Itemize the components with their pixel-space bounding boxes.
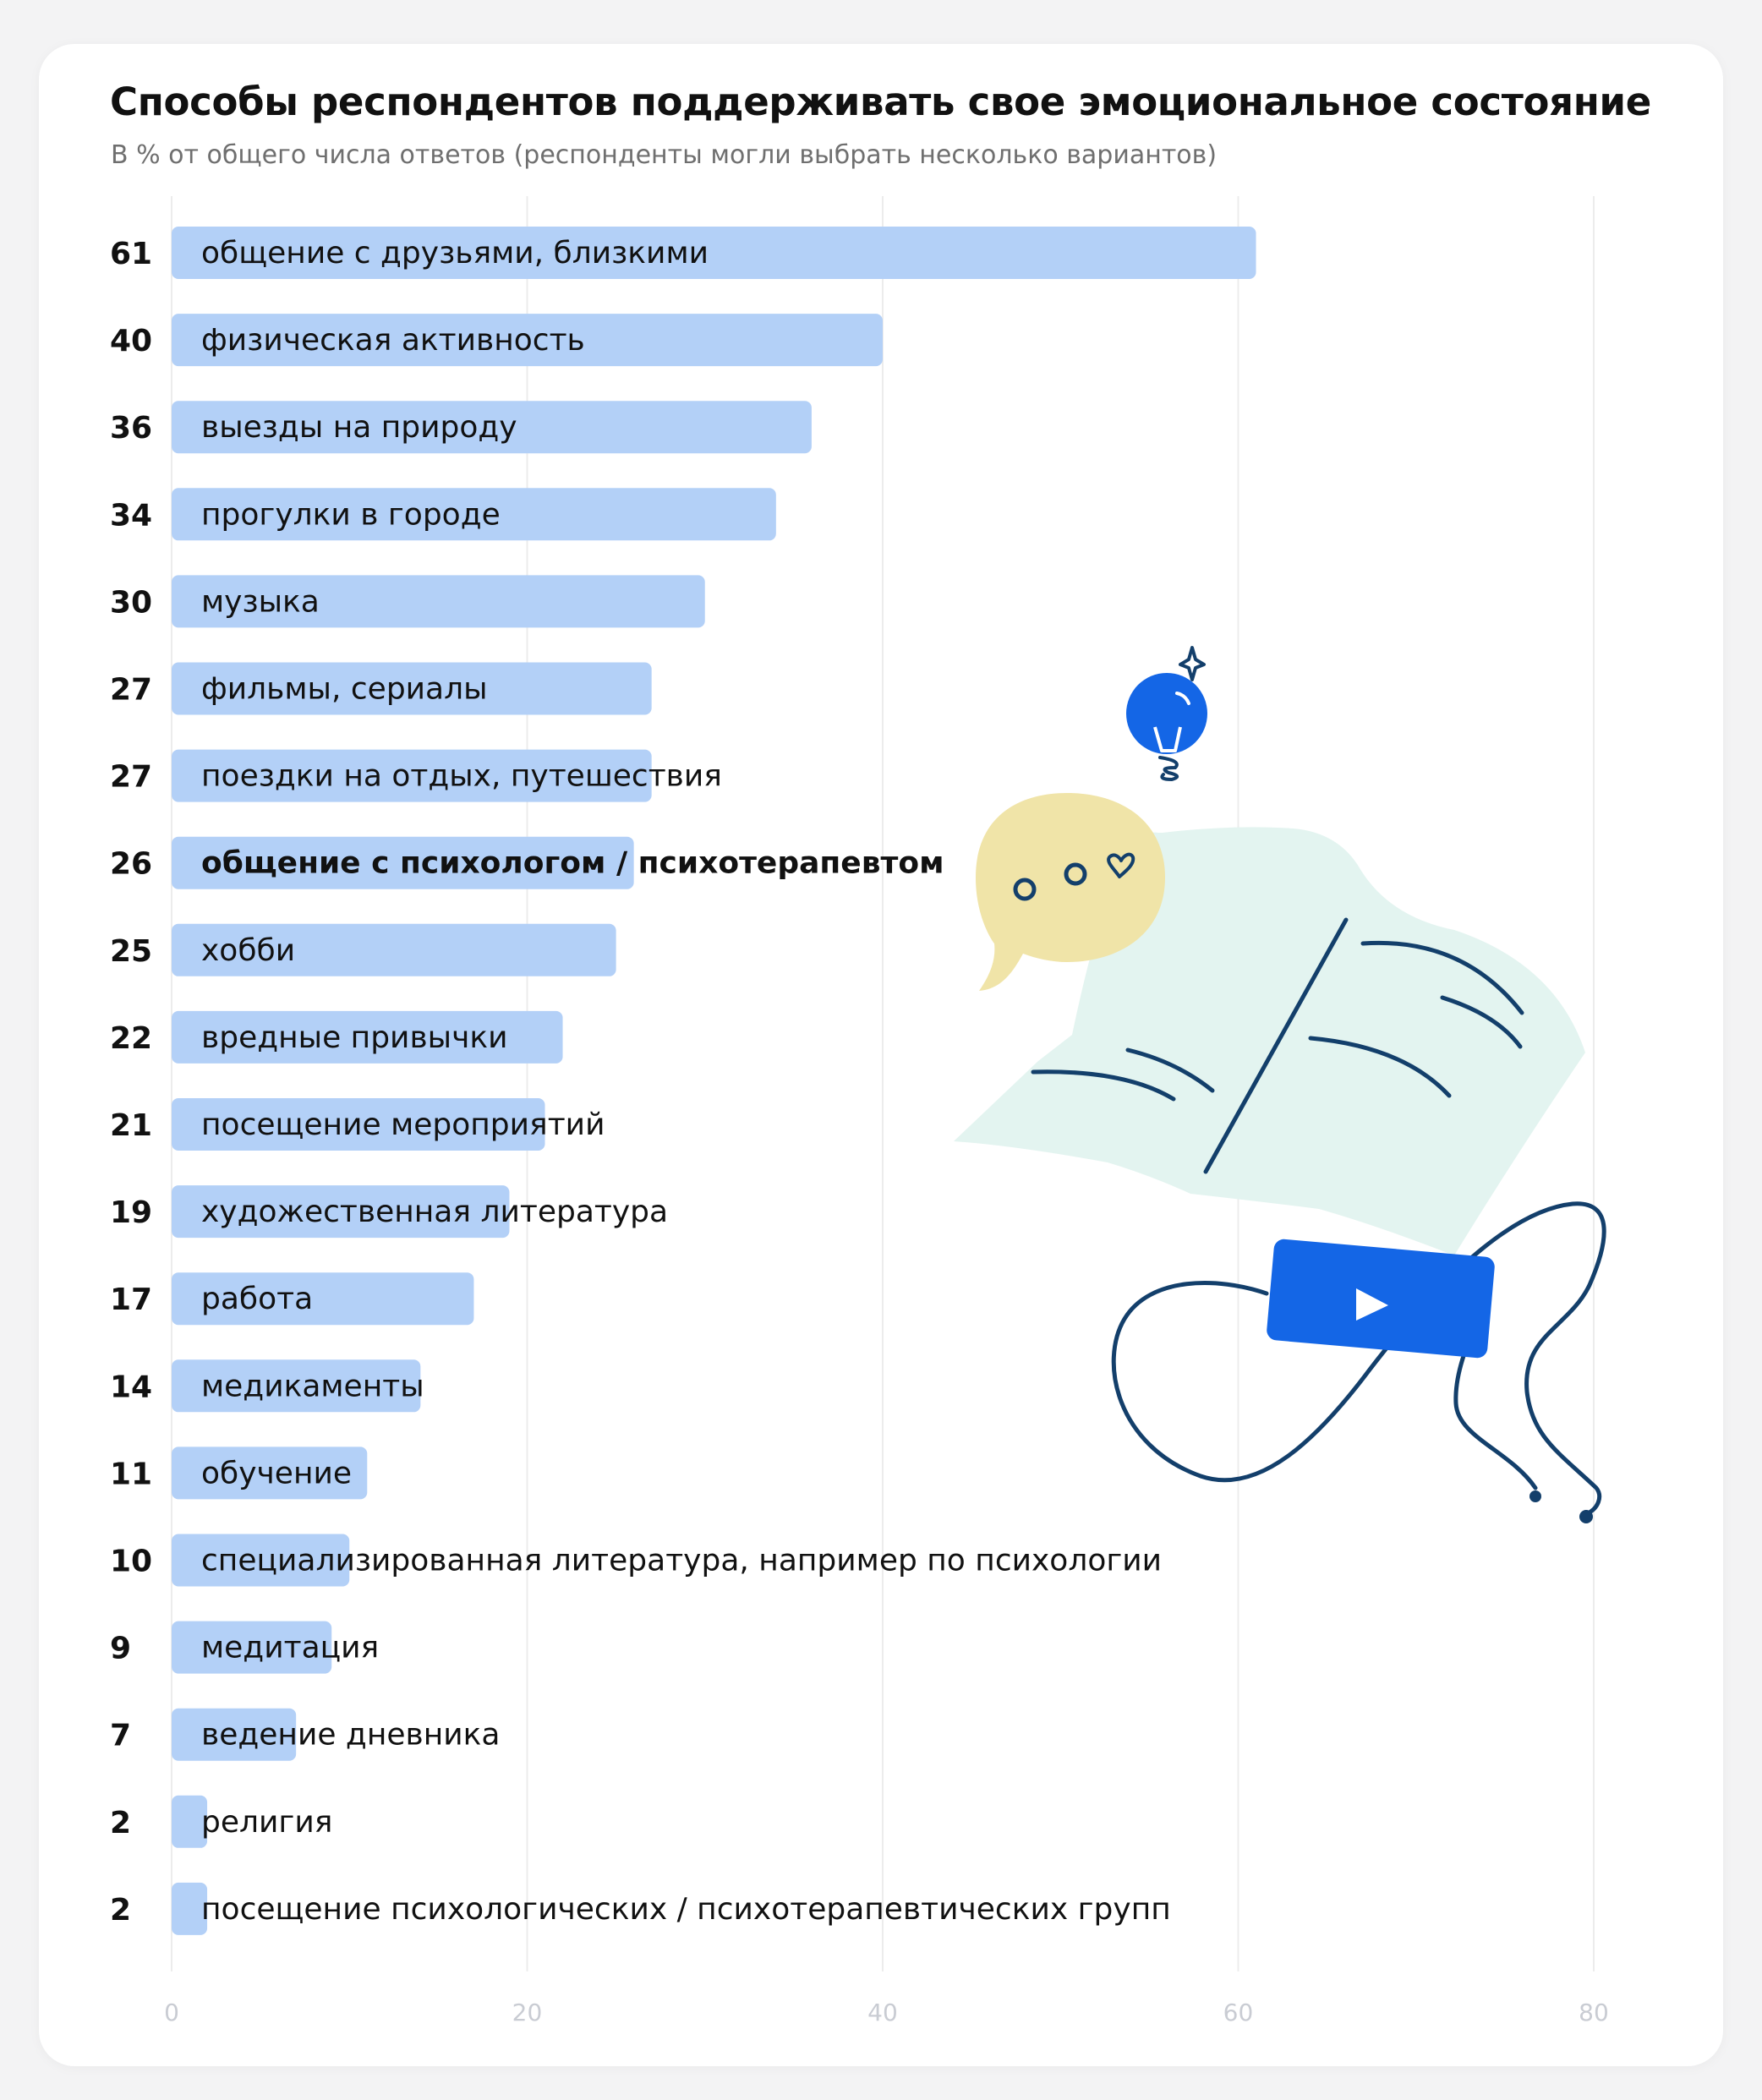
lightbulb-icon bbox=[1126, 648, 1207, 779]
bar-value-label: 17 bbox=[110, 1282, 153, 1318]
bar-value-label: 10 bbox=[110, 1544, 153, 1579]
bar-category-label: религия bbox=[201, 1804, 333, 1840]
x-tick-label: 0 bbox=[164, 1999, 179, 2026]
bar-value-label: 27 bbox=[110, 672, 153, 708]
bar-category-label: прогулки в городе bbox=[201, 497, 501, 533]
bar-category-label: медитация bbox=[201, 1630, 380, 1665]
bar-row bbox=[110, 1272, 473, 1325]
bar-row bbox=[110, 1185, 668, 1238]
bar-category-label: поездки на отдых, путешествия bbox=[201, 758, 722, 794]
bar-row bbox=[110, 1796, 332, 1848]
bar-row bbox=[110, 1011, 563, 1064]
bar-value-label: 61 bbox=[110, 237, 153, 271]
bar-row bbox=[110, 401, 812, 453]
bar-row bbox=[110, 1359, 424, 1412]
bar-category-label: посещение мероприятий bbox=[201, 1107, 605, 1142]
bar-category-label: работа bbox=[201, 1282, 314, 1317]
bar-category-label: хобби bbox=[201, 932, 296, 968]
bar-row bbox=[110, 314, 883, 366]
bar-value-label: 9 bbox=[110, 1631, 132, 1666]
bar-value-label: 11 bbox=[110, 1457, 153, 1492]
bar-category-label: ведение дневника bbox=[201, 1717, 501, 1753]
bar-value-label: 7 bbox=[110, 1718, 132, 1753]
chart-subtitle: В % от общего числа ответов (респонденты могли выбрать несколько вариантов) bbox=[111, 140, 1218, 170]
bar-row bbox=[110, 488, 776, 540]
bar-value-label: 34 bbox=[110, 498, 153, 533]
bar-category-label: фильмы, сериалы bbox=[201, 671, 488, 707]
bar-value-label: 14 bbox=[110, 1370, 153, 1405]
bar-value-label: 21 bbox=[110, 1108, 153, 1143]
bar-value-label: 25 bbox=[110, 933, 153, 969]
bar-value-label: 2 bbox=[110, 1805, 132, 1840]
bar-category-label: общение с друзьями, близкими bbox=[201, 236, 709, 271]
bar-value-label: 26 bbox=[110, 846, 153, 882]
chart-title: Способы респондентов поддерживать свое эмоциональное состояние bbox=[110, 79, 1651, 124]
bar-value-label: 2 bbox=[110, 1892, 132, 1928]
bar-category-label: выезды на природу bbox=[201, 410, 517, 446]
video-player-icon bbox=[1266, 1239, 1495, 1359]
bar-row bbox=[110, 1098, 605, 1151]
bar-row bbox=[110, 924, 616, 976]
bar-row bbox=[110, 1709, 500, 1761]
bar-value-label: 40 bbox=[110, 324, 153, 359]
bar-category-label: вредные привычки bbox=[201, 1020, 508, 1055]
bar-row bbox=[110, 575, 705, 627]
bar-value-label: 19 bbox=[110, 1195, 153, 1231]
bar-category-label: физическая активность bbox=[201, 323, 585, 358]
bar-category-label: посещение психологических / психотерапевтических групп bbox=[201, 1891, 1171, 1927]
bar-row bbox=[110, 1534, 1162, 1587]
x-tick-label: 20 bbox=[512, 1999, 543, 2026]
bar-value-label: 36 bbox=[110, 411, 153, 446]
bar-row bbox=[110, 1446, 367, 1499]
bar-row bbox=[110, 750, 722, 802]
bar-value-label: 22 bbox=[110, 1020, 153, 1056]
bar-row bbox=[110, 663, 652, 715]
bar-row bbox=[110, 1621, 379, 1674]
bar-category-label: музыка bbox=[201, 584, 320, 620]
bar-category-label: медикаменты bbox=[201, 1369, 424, 1404]
bar-category-label: общение с психологом / психотерапевтом bbox=[201, 845, 944, 881]
bar-row bbox=[110, 1883, 1171, 1935]
x-tick-label: 60 bbox=[1223, 1999, 1254, 2026]
bar-category-label: художественная литература bbox=[201, 1195, 669, 1230]
bar-row bbox=[110, 227, 1256, 279]
bar-row bbox=[110, 837, 944, 889]
x-tick-label: 40 bbox=[867, 1999, 898, 2026]
illustration bbox=[954, 648, 1604, 1523]
bar-category-label: специализированная литература, например по психологии bbox=[201, 1543, 1163, 1578]
bar-value-label: 30 bbox=[110, 585, 153, 621]
bar-value-label: 27 bbox=[110, 759, 153, 795]
x-tick-label: 80 bbox=[1579, 1999, 1609, 2026]
x-axis-ticks bbox=[164, 1999, 1609, 2026]
bar-category-label: обучение bbox=[201, 1456, 353, 1491]
